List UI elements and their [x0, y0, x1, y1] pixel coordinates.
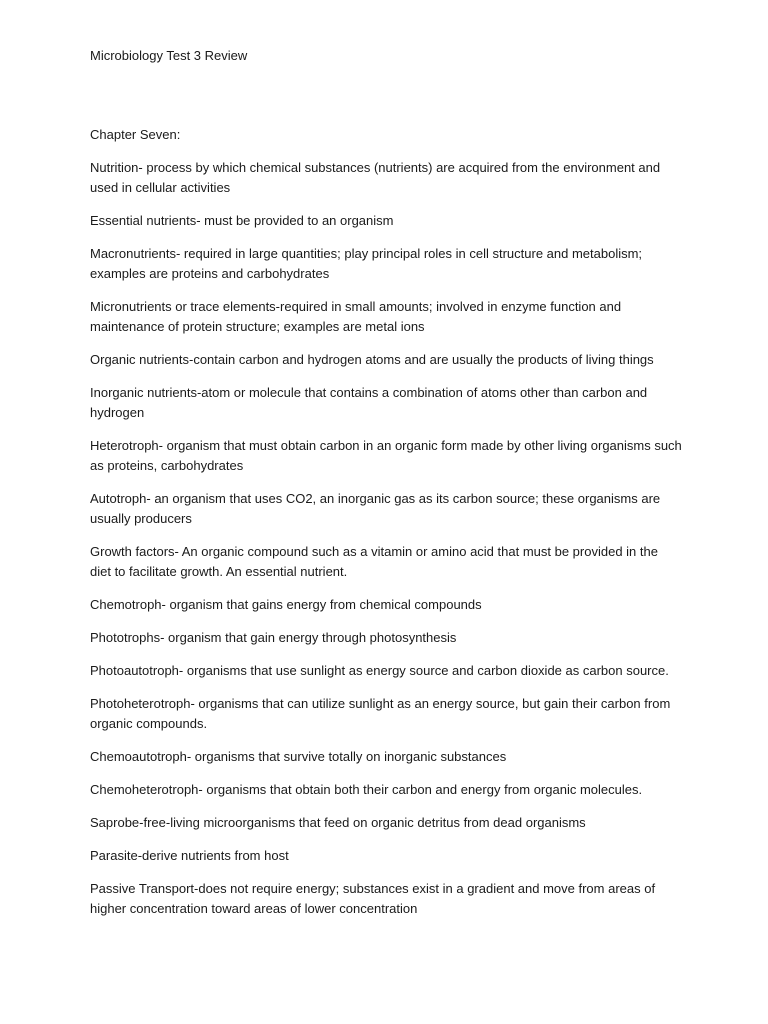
definition-nutrition: Nutrition- process by which chemical substances (nutrients) are acquired from the environment and used in cellular activities	[90, 160, 661, 195]
definition-phototrophs: Phototrophs- organism that gain energy through photosynthesis	[90, 630, 457, 645]
definition-micronutrients: Micronutrients or trace elements-required in small amounts; involved in enzyme function and maintenance of protein structure; examples are metal ions	[90, 299, 622, 334]
definition-photoheterotroph: Photoheterotroph- organisms that can utilize sunlight as an energy source, but gain their carbon from organic compounds.	[90, 696, 671, 731]
definition-photoautotroph: Photoautotroph- organisms that use sunlight as energy source and carbon dioxide as carbon source.	[90, 663, 669, 678]
definition-parasite: Parasite-derive nutrients from host	[90, 848, 289, 863]
document-title: Microbiology Test 3 Review	[90, 48, 248, 63]
chapter-heading: Chapter Seven:	[90, 127, 181, 142]
definition-saprobe: Saprobe-free-living microorganisms that feed on organic detritus from dead organisms	[90, 815, 586, 830]
definition-growth-factors: Growth factors- An organic compound such as a vitamin or amino acid that must be provided in the diet to facilitate growth. An essential nutrient.	[90, 544, 658, 579]
definition-chemoheterotroph: Chemoheterotroph- organisms that obtain both their carbon and energy from organic molecules.	[90, 782, 643, 797]
definition-autotroph: Autotroph- an organism that uses CO2, an inorganic gas as its carbon source; these organisms are usually producers	[90, 491, 661, 526]
definition-passive-transport: Passive Transport-does not require energy; substances exist in a gradient and move from areas of higher concentration toward areas of lower concentration	[90, 881, 656, 916]
definition-organic-nutrients: Organic nutrients-contain carbon and hydrogen atoms and are usually the products of living things	[90, 352, 654, 367]
definition-heterotroph: Heterotroph- organism that must obtain carbon in an organic form made by other living organisms such as proteins, carbohydrates	[90, 438, 682, 473]
definition-list	[90, 158, 682, 932]
definition-macronutrients: Macronutrients- required in large quantities; play principal roles in cell structure and metabolism; examples are proteins and carbohydrates	[90, 246, 643, 281]
definition-inorganic-nutrients: Inorganic nutrients-atom or molecule that contains a combination of atoms other than carbon and hydrogen	[90, 385, 648, 420]
definition-essential-nutrients: Essential nutrients- must be provided to an organism	[90, 213, 394, 228]
definition-chemotroph: Chemotroph- organism that gains energy from chemical compounds	[90, 597, 482, 612]
definition-chemoautotroph: Chemoautotroph- organisms that survive totally on inorganic substances	[90, 749, 507, 764]
